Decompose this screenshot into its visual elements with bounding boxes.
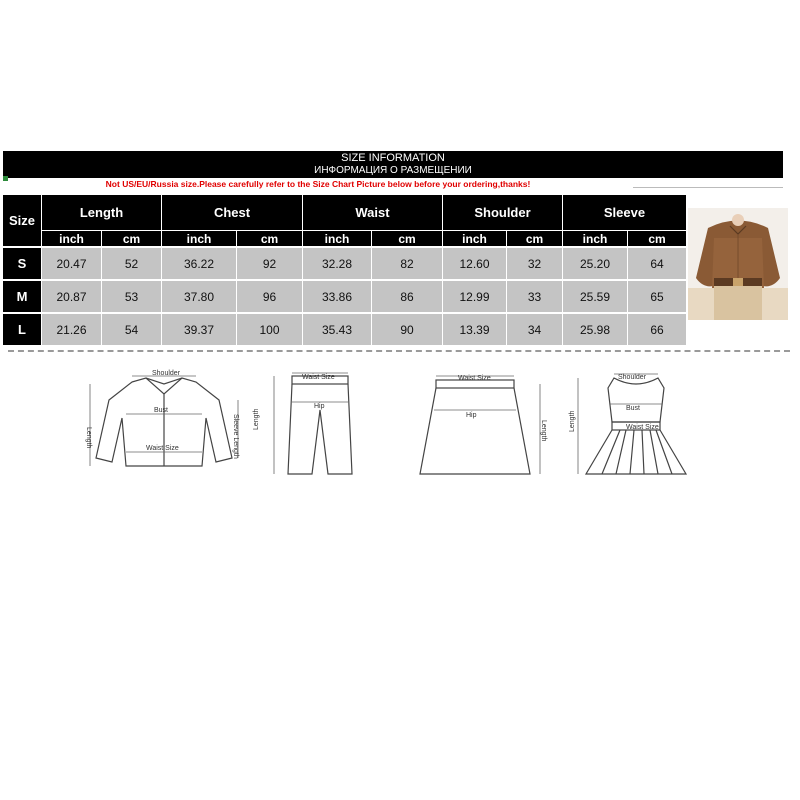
table-value-cell: 53	[102, 281, 161, 312]
size-label-cell: L	[3, 314, 41, 345]
title-line-ru: ИНФОРМАЦИЯ О РАЗМЕЩЕНИИ	[314, 165, 472, 176]
unit-header-cell: cm	[237, 231, 302, 246]
table-value-cell: 32	[507, 248, 562, 279]
unit-header-cell: inch	[303, 231, 371, 246]
unit-header-cell: cm	[628, 231, 686, 246]
size-header-cell: Size	[3, 195, 41, 246]
table-value-cell: 32.28	[303, 248, 371, 279]
table-value-cell: 34	[507, 314, 562, 345]
pants-hip-label: Hip	[314, 403, 325, 410]
skirt-waist-label: Waist Size	[458, 375, 491, 382]
shirt-measurement-diagram	[84, 370, 244, 476]
table-value-cell: 33	[507, 281, 562, 312]
unit-header-cell: inch	[443, 231, 506, 246]
table-value-cell: 12.60	[443, 248, 506, 279]
unit-header-cell: cm	[102, 231, 161, 246]
table-value-cell: 25.20	[563, 248, 627, 279]
table-value-cell: 96	[237, 281, 302, 312]
table-value-cell: 13.39	[443, 314, 506, 345]
table-value-cell: 65	[628, 281, 686, 312]
table-value-cell: 20.87	[42, 281, 101, 312]
size-label-cell: S	[3, 248, 41, 279]
table-value-cell: 86	[372, 281, 442, 312]
unit-header-cell: cm	[372, 231, 442, 246]
table-value-cell: 66	[628, 314, 686, 345]
shirt-sleeve-label: Sleeve Length	[232, 414, 239, 459]
shirt-shoulder-label: Shoulder	[152, 370, 181, 377]
table-value-cell: 25.98	[563, 314, 627, 345]
table-value-cell: 37.80	[162, 281, 236, 312]
shirt-length-label: Length	[85, 427, 92, 449]
product-photo	[688, 208, 788, 320]
dress-shoulder-label: Shoulder	[618, 374, 647, 381]
title-line-en: SIZE INFORMATION	[341, 152, 445, 164]
table-value-cell: 52	[102, 248, 161, 279]
table-value-cell: 36.22	[162, 248, 236, 279]
table-value-cell: 92	[237, 248, 302, 279]
size-notice: Not US/EU/Russia size.Please carefully refer to the Size Chart Picture below before your ordering,thanks!	[105, 179, 531, 189]
group-header-cell: Sleeve	[563, 195, 686, 230]
table-value-cell: 35.43	[303, 314, 371, 345]
table-value-cell: 90	[372, 314, 442, 345]
unit-header-cell: inch	[42, 231, 101, 246]
shirt-waist-label: Waist Size	[146, 445, 179, 452]
group-header-cell: Chest	[162, 195, 302, 230]
unit-header-cell: inch	[563, 231, 627, 246]
group-header-cell: Waist	[303, 195, 442, 230]
dress-waist-label: Waist Size	[626, 424, 659, 431]
table-value-cell: 20.47	[42, 248, 101, 279]
dress-length-label: Length	[569, 410, 576, 432]
group-header-cell: Shoulder	[443, 195, 562, 230]
size-info-title-bar	[3, 151, 783, 178]
size-label-cell: M	[3, 281, 41, 312]
table-value-cell: 12.99	[443, 281, 506, 312]
table-value-cell: 39.37	[162, 314, 236, 345]
skirt-hip-label: Hip	[466, 412, 477, 419]
notice-divider	[633, 187, 783, 188]
table-value-cell: 33.86	[303, 281, 371, 312]
unit-header-cell: inch	[162, 231, 236, 246]
pants-measurement-diagram	[253, 370, 358, 480]
skirt-measurement-diagram	[414, 370, 554, 480]
shirt-bust-label: Bust	[154, 407, 169, 414]
dress-measurement-diagram	[569, 370, 696, 480]
pants-length-label: Length	[253, 408, 260, 430]
table-value-cell: 21.26	[42, 314, 101, 345]
table-value-cell: 100	[237, 314, 302, 345]
pants-waist-label: Waist Size	[302, 374, 335, 381]
table-value-cell: 64	[628, 248, 686, 279]
dress-bust-label: Bust	[626, 405, 641, 412]
skirt-length-label: Length	[540, 420, 547, 442]
table-value-cell: 82	[372, 248, 442, 279]
table-value-cell: 25.59	[563, 281, 627, 312]
group-header-cell: Length	[42, 195, 161, 230]
section-divider	[8, 350, 790, 352]
table-value-cell: 54	[102, 314, 161, 345]
unit-header-cell: cm	[507, 231, 562, 246]
